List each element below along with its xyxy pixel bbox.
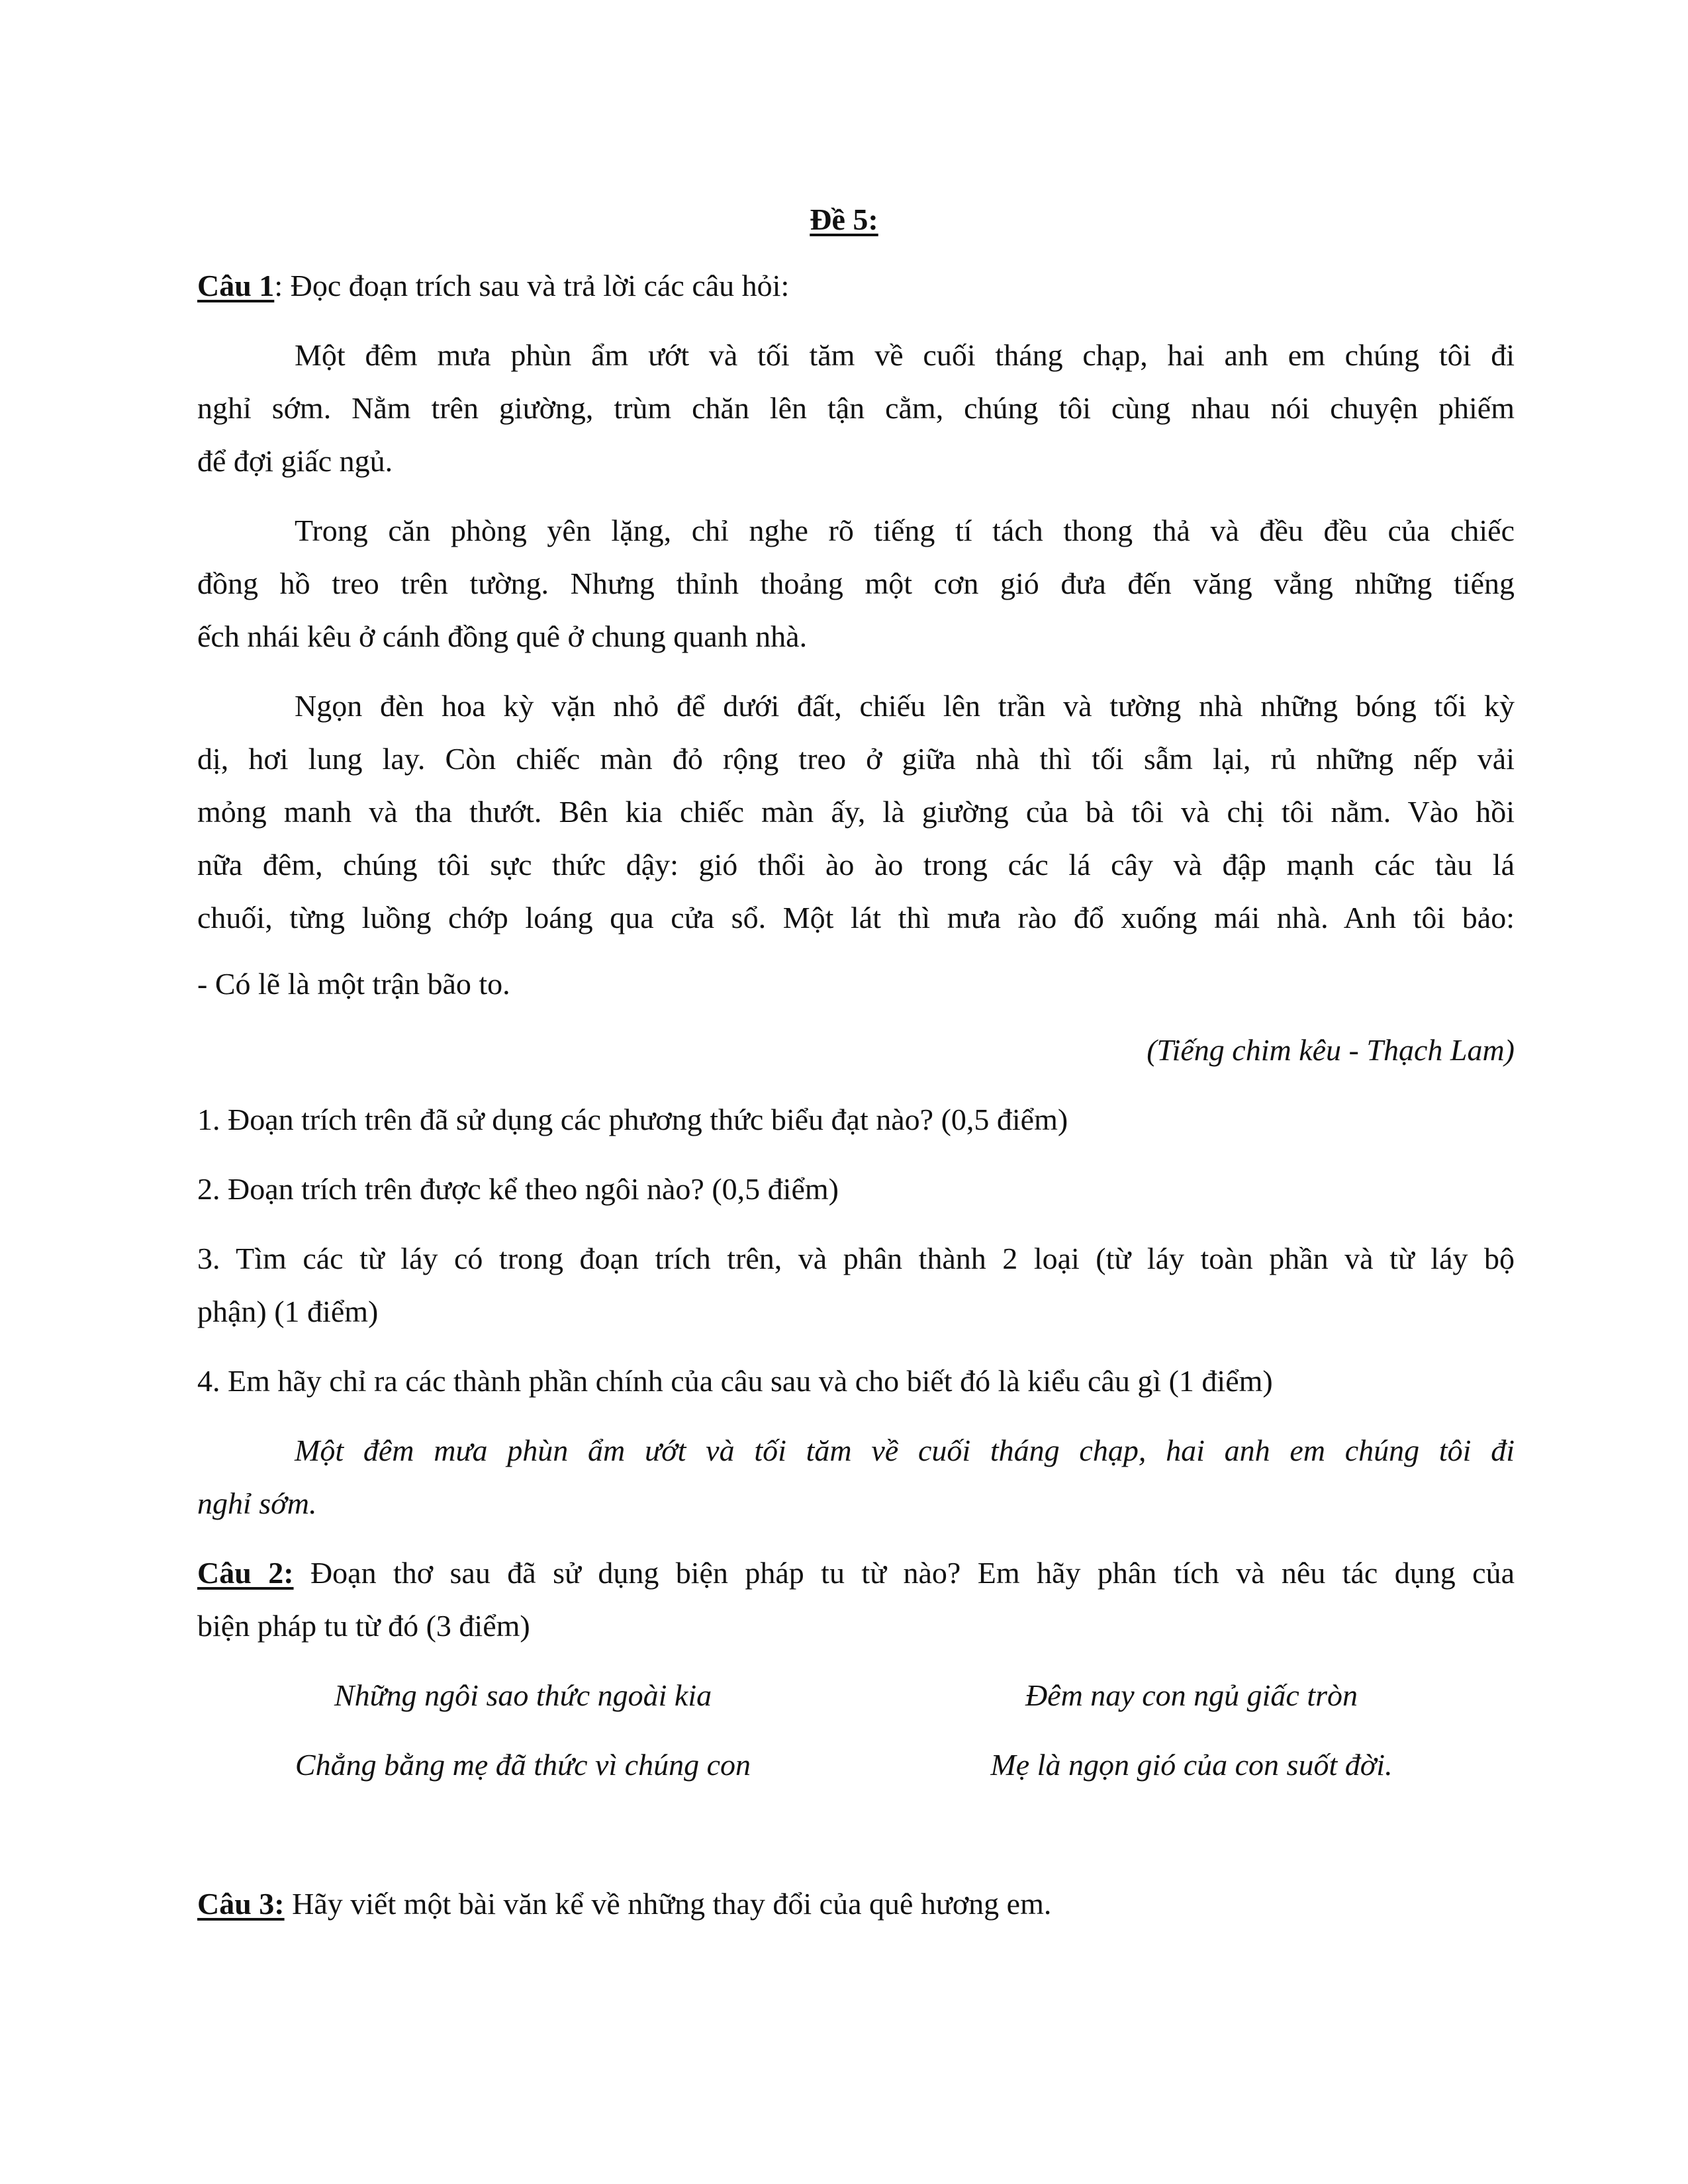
question-1-item-3-line-2: phận) (1 điểm) bbox=[197, 1295, 379, 1328]
passage-p1-line-1: Một đêm mưa phùn ẩm ướt và tối tăm về cuối tháng chạp, hai anh em chúng tôi đi bbox=[295, 338, 1515, 372]
passage-p3-line-1: Ngọn đèn hoa kỳ vặn nhỏ để dưới đất, chiếu lên trần và tường nhà những bóng tối kỳ bbox=[295, 689, 1515, 723]
passage-source: (Tiếng chim kêu - Thạch Lam) bbox=[1147, 1033, 1515, 1067]
passage-p2-line-3: ếch nhái kêu ở cánh đồng quê ở chung quanh nhà. bbox=[197, 619, 808, 653]
question-2-label: Câu 2: bbox=[197, 1556, 294, 1590]
poem-right-line-1: Đêm nay con ngủ giấc tròn bbox=[1025, 1678, 1358, 1712]
passage-p3-line-3: mỏng manh và tha thướt. Bên kia chiếc màn ấy, là giường của bà tôi và chị tôi nằm. Vào hồi bbox=[197, 795, 1515, 829]
passage-p3-line-4: nữa đêm, chúng tôi sực thức dậy: gió thổi ào ào trong các lá cây và đập mạnh các tàu lá bbox=[197, 848, 1515, 882]
question-2-prompt-line-1: Đoạn thơ sau đã sử dụng biện pháp tu từ nào? Em hãy phân tích và nêu tác dụng của bbox=[293, 1556, 1515, 1590]
passage-p1-line-3: để đợi giấc ngủ. bbox=[197, 444, 393, 478]
passage-p1-line-2: nghỉ sớm. Nằm trên giường, trùm chăn lên tận cằm, chúng tôi cùng nhau nói chuyện phiếm bbox=[197, 391, 1515, 425]
question-1-item-4-sentence-line-1: Một đêm mưa phùn ẩm ướt và tối tăm về cuối tháng chạp, hai anh em chúng tôi đi bbox=[295, 1433, 1515, 1467]
question-3-label: Câu 3: bbox=[197, 1887, 285, 1921]
question-1-item-4: 4. Em hãy chỉ ra các thành phần chính của câu sau và cho biết đó là kiểu câu gì (1 điểm) bbox=[197, 1364, 1273, 1398]
question-2-prompt-line-2: biện pháp tu từ đó (3 điểm) bbox=[197, 1609, 530, 1643]
passage-dialogue: - Có lẽ là một trận bão to. bbox=[197, 967, 510, 1001]
poem-left-line-1: Những ngôi sao thức ngoài kia bbox=[334, 1678, 712, 1712]
poem-left-line-2: Chẳng bằng mẹ đã thức vì chúng con bbox=[295, 1748, 751, 1782]
passage-p2-line-1: Trong căn phòng yên lặng, chỉ nghe rõ tiếng tí tách thong thả và đều đều của chiếc bbox=[295, 514, 1515, 547]
question-1-label: Câu 1 bbox=[197, 269, 275, 302]
question-1-item-3-line-1: 3. Tìm các từ láy có trong đoạn trích trên, và phân thành 2 loại (từ láy toàn phần và từ láy bộ bbox=[197, 1242, 1515, 1275]
exam-title: Đề 5: bbox=[810, 203, 878, 236]
question-1-item-4-sentence-line-2: nghỉ sớm. bbox=[197, 1486, 317, 1520]
passage-p3-line-2: dị, hơi lung lay. Còn chiếc màn đỏ rộng treo ở giữa nhà thì tối sẫm lại, rủ những nếp vải bbox=[197, 742, 1515, 776]
question-2-heading bbox=[197, 1555, 1515, 1590]
question-3-prompt: Hãy viết một bài văn kể về những thay đổi của quê hương em. bbox=[284, 1887, 1052, 1921]
question-1-item-1: 1. Đoạn trích trên đã sử dụng các phương thức biểu đạt nào? (0,5 điểm) bbox=[197, 1103, 1068, 1136]
passage-p2-line-2: đồng hồ treo trên tường. Nhưng thỉnh thoảng một cơn gió đưa đến văng vẳng những tiếng bbox=[197, 567, 1515, 600]
poem-right-line-2: Mẹ là ngọn gió của con suốt đời. bbox=[990, 1748, 1393, 1782]
question-3-heading bbox=[197, 1886, 1051, 1921]
question-1-item-2: 2. Đoạn trích trên được kể theo ngôi nào? (0,5 điểm) bbox=[197, 1172, 839, 1206]
passage-p3-line-5: chuối, từng luồng chớp loáng qua cửa sổ. Một lát thì mưa rào đổ xuống mái nhà. Anh tôi bảo: bbox=[197, 901, 1515, 934]
question-1-heading bbox=[197, 268, 789, 303]
question-1-prompt: : Đọc đoạn trích sau và trả lời các câu hỏi: bbox=[274, 269, 790, 302]
